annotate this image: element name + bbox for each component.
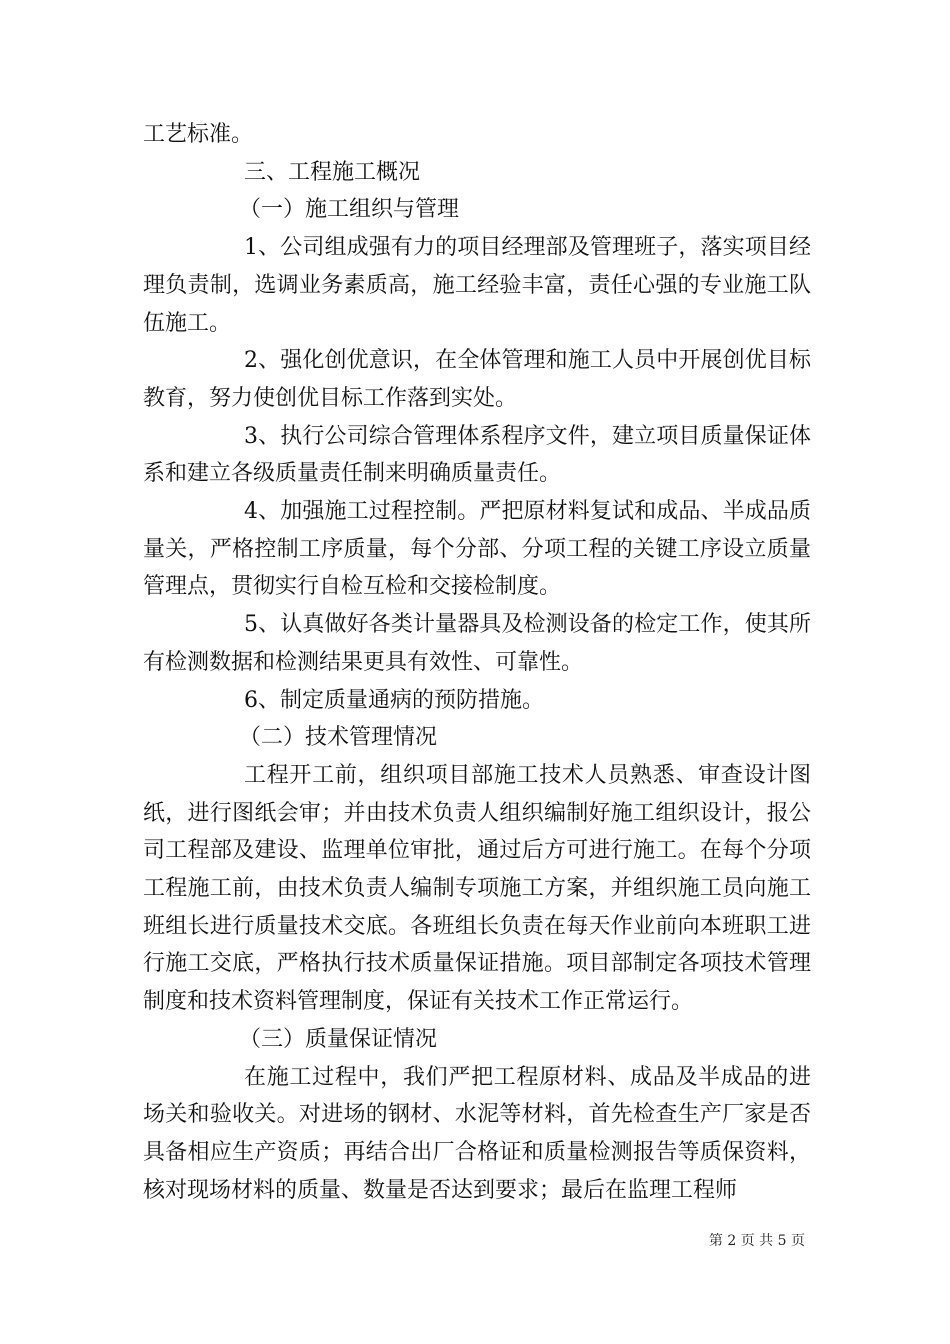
paragraph-body: 在施工过程中，我们严把工程原材料、成品及半成品的进场关和验收关。对进场的钢材、水泥等材料，首先检查生产厂家是否具备相应生产资质；再结合出厂合格证和质量检测报告等质保资料，核对现场材料的质量、数量是否达到要求；最后在监理工程师 xyxy=(143,1064,811,1203)
paragraph-item-1: 1、公司组成强有力的项目经理部及管理班子，落实项目经理负责制，选调业务素质高，施工经验丰富，责任心强的专业施工队伍施工。 xyxy=(143,235,811,336)
page-number-footer: 第 2 页 共 5 页 xyxy=(708,1233,805,1249)
paragraph-item-5: 5、认真做好各类计量器具及检测设备的检定工作，使其所有检测数据和检测结果更具有效性、可靠性。 xyxy=(143,612,811,675)
subsection-heading: （一）施工组织与管理 xyxy=(239,197,460,223)
paragraph-item-3: 3、执行公司综合管理体系程序文件，建立项目质量保证体系和建立各级质量责任制来明确质量责任。 xyxy=(143,423,811,487)
paragraph-body: 工程开工前，组织项目部施工技术人员熟悉、审查设计图纸，进行图纸会审；并由技术负责人组织编制好施工组织设计，报公司工程部及建设、监理单位审批，通过后方可进行施工。在每个分项工程施工前，由技术负责人编制专项施工方案，并组织施工员向施工班组长进行质量技术交底。各班组长负责在每天作业前向本班职工进行施工交底，严格执行技术质量保证措施。项目部制定各项技术管理制度和技术资料管理制度，保证有关技术工作正常运行。 xyxy=(143,762,811,1015)
paragraph-continuation: 工艺标准。 xyxy=(143,122,254,147)
subsection-heading: （二）技术管理情况 xyxy=(239,725,438,751)
paragraph-item-6: 6、制定质量通病的预防措施。 xyxy=(244,687,544,713)
paragraph-item-4: 4、加强施工过程控制。严把原材料复试和成品、半成品质量关，严格控制工序质量，每个分部、分项工程的关键工序设立质量管理点，贯彻实行自检互检和交接检制度。 xyxy=(143,499,811,600)
section-heading: 三、工程施工概况 xyxy=(244,159,421,185)
document-body xyxy=(143,116,811,1209)
subsection-heading: （三）质量保证情况 xyxy=(239,1026,438,1052)
paragraph-item-2: 2、强化创优意识，在全体管理和施工人员中开展创优目标教育，努力使创优目标工作落到实处。 xyxy=(143,348,811,411)
